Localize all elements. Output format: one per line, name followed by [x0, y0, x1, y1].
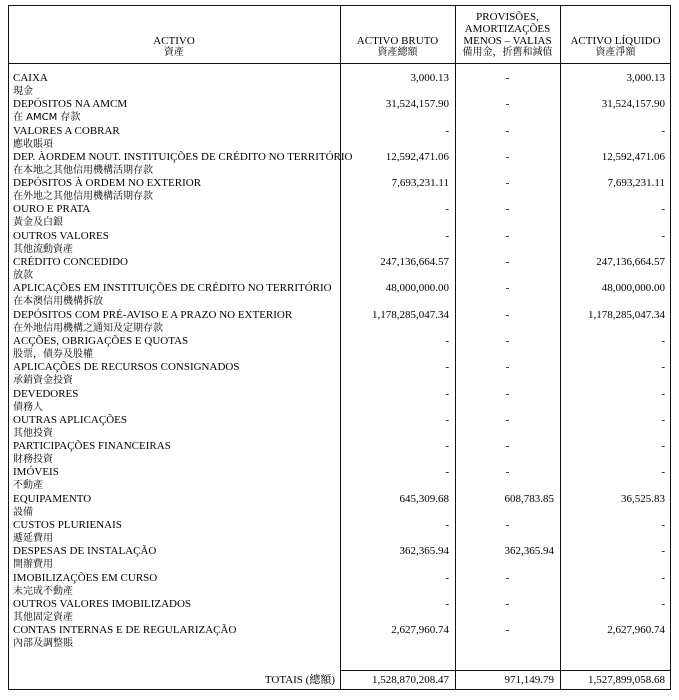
provisoes-value: -	[505, 203, 510, 216]
row-label: OUTROS VALORES IMOBILIZADOS	[13, 597, 192, 610]
row-label: DEP. ÀORDEM NOUT. INSTITUIÇÕES DE CRÉDITO NO TERRITÓRIO	[13, 150, 353, 163]
provisoes-value: -	[505, 519, 510, 532]
table-row	[8, 256, 671, 282]
provisoes-value: 362,365.94	[504, 545, 554, 558]
activo-bruto-value: -	[445, 229, 449, 242]
table-row	[8, 545, 671, 571]
table-row	[8, 598, 671, 624]
table-row	[8, 493, 671, 519]
activo-bruto-value: -	[445, 571, 449, 584]
header-activo	[8, 5, 340, 63]
row-label-cn: 股票，債券及股權	[13, 348, 93, 360]
row-label-cn: 應收賬項	[13, 138, 53, 150]
provisoes-value: -	[505, 413, 510, 426]
activo-bruto-value: -	[445, 203, 449, 216]
totals-divider	[340, 670, 671, 671]
activo-bruto-value: -	[445, 413, 449, 426]
activo-liquido-value: -	[661, 334, 665, 347]
provisoes-value: -	[505, 256, 510, 269]
activo-bruto-value: -	[445, 361, 449, 374]
table-row	[8, 414, 671, 440]
row-label-cn: 債務人	[13, 401, 43, 413]
table-row	[8, 572, 671, 598]
table-row	[8, 335, 671, 361]
row-label: DEPÓSITOS COM PRÉ-AVISO E A PRAZO NO EXTERIOR	[13, 308, 293, 321]
row-label-cn: 其他流動資產	[13, 243, 73, 255]
row-label: DEVEDORES	[13, 387, 79, 400]
activo-bruto-value: 362,365.94	[399, 545, 449, 558]
activo-bruto-value: -	[445, 519, 449, 532]
provisoes-value: -	[505, 361, 510, 374]
activo-liquido-value: 1,178,285,047.34	[588, 308, 665, 321]
provisoes-value: -	[505, 177, 510, 190]
row-label-cn: 黃金及白銀	[13, 217, 63, 229]
row-label: EQUIPAMENTO	[13, 492, 92, 505]
row-label: OUTROS VALORES	[13, 229, 109, 242]
activo-bruto-value: 247,136,664.57	[380, 256, 449, 269]
activo-bruto-value: 12,592,471.06	[385, 150, 449, 163]
header-label-cn: 資產淨額	[595, 47, 636, 58]
header-divider	[8, 63, 671, 64]
activo-liquido-value: -	[661, 519, 665, 532]
provisoes-value: -	[505, 308, 510, 321]
totals-bruto: 1,528,870,208.47	[372, 674, 449, 686]
activo-liquido-value: -	[661, 124, 665, 137]
provisoes-value: -	[505, 282, 510, 295]
provisoes-value: 608,783.85	[504, 492, 554, 505]
activo-bruto-value: -	[445, 466, 449, 479]
provisoes-value: -	[505, 440, 510, 453]
totals-provisoes: 971,149.79	[504, 674, 554, 686]
activo-bruto-value: 3,000.13	[410, 72, 449, 84]
totals-label: TOTAIS (總額)	[264, 674, 335, 686]
row-label: CAIXA	[13, 72, 48, 84]
activo-bruto-value: 645,309.68	[399, 492, 449, 505]
table-body	[8, 72, 671, 651]
provisoes-value: -	[505, 98, 510, 111]
row-label-cn: 設備	[13, 506, 33, 518]
activo-bruto-value: 31,524,157.90	[385, 98, 449, 111]
table-row	[8, 98, 671, 124]
provisoes-value: -	[505, 150, 510, 163]
row-label: CUSTOS PLURIENAIS	[13, 519, 122, 532]
header-activo-liquido	[560, 5, 671, 63]
row-label: CONTAS INTERNAS E DE REGULARIZAÇÃO	[13, 624, 237, 637]
header-label: MENOS – VALIAS	[463, 35, 552, 47]
activo-bruto-value: -	[445, 334, 449, 347]
row-label: VALORES A COBRAR	[13, 124, 120, 137]
activo-bruto-value: -	[445, 387, 449, 400]
provisoes-value: -	[505, 624, 510, 637]
row-label: DEPÓSITOS À ORDEM NO EXTERIOR	[13, 177, 202, 190]
row-label-cn: 在外地信用機構之通知及定期存款	[13, 322, 163, 334]
table-row	[8, 388, 671, 414]
activo-liquido-value: -	[661, 440, 665, 453]
activo-bruto-value: 7,693,231.11	[391, 177, 449, 190]
header-activo-bruto	[340, 5, 455, 63]
provisoes-value: -	[505, 597, 510, 610]
row-label-cn: 不動產	[13, 480, 43, 492]
table-row	[8, 519, 671, 545]
row-label-cn: 財務投資	[13, 454, 53, 466]
table-row	[8, 309, 671, 335]
activo-bruto-value: 2,627,960.74	[391, 624, 449, 637]
header-label-cn: 資產	[164, 47, 184, 58]
row-label: APLICAÇÕES EM INSTITUIÇÕES DE CRÉDITO NO TERRITÓRIO	[13, 282, 332, 295]
header-label-cn: 資產總額	[377, 47, 418, 58]
activo-liquido-value: 31,524,157.90	[601, 98, 665, 111]
row-label: IMÓVEIS	[13, 466, 59, 479]
header-label: ACTIVO	[153, 35, 195, 47]
activo-liquido-value: -	[661, 545, 665, 558]
activo-liquido-value: 7,693,231.11	[607, 177, 665, 190]
activo-liquido-value: 12,592,471.06	[601, 150, 665, 163]
activo-liquido-value: -	[661, 597, 665, 610]
activo-liquido-value: -	[661, 466, 665, 479]
activo-liquido-value: -	[661, 413, 665, 426]
provisoes-value: -	[505, 571, 510, 584]
provisoes-value: -	[505, 124, 510, 137]
table-row	[8, 440, 671, 466]
row-label-cn: 現金	[13, 86, 33, 97]
header-label: ACTIVO BRUTO	[356, 35, 439, 47]
header-label: ACTIVO LÍQUIDO	[570, 35, 661, 47]
table-row	[8, 125, 671, 151]
row-label: APLICAÇÕES DE RECURSOS CONSIGNADOS	[13, 361, 240, 374]
row-label: OUTRAS APLICAÇÕES	[13, 413, 127, 426]
activo-bruto-value: 48,000,000.00	[385, 282, 449, 295]
table-row	[8, 151, 671, 177]
activo-liquido-value: 36,525.83	[621, 492, 665, 505]
table-row	[8, 624, 671, 650]
activo-bruto-value: -	[445, 597, 449, 610]
table-row	[8, 361, 671, 387]
header-label: PROVISÕES,	[476, 11, 539, 23]
provisoes-value: -	[505, 229, 510, 242]
activo-liquido-value: -	[661, 361, 665, 374]
activo-liquido-value: 48,000,000.00	[601, 282, 665, 295]
row-label-cn: 其他固定資產	[13, 611, 73, 623]
row-label-cn: 遞延費用	[13, 533, 53, 545]
activo-bruto-value: -	[445, 440, 449, 453]
row-label-cn: 承銷資金投資	[13, 375, 73, 387]
activo-liquido-value: -	[661, 571, 665, 584]
row-label: ACÇÕES, OBRIGAÇÕES E QUOTAS	[13, 334, 189, 347]
row-label: DESPESAS DE INSTALAÇÃO	[13, 545, 157, 558]
row-label-cn: 在本澳信用機構拆放	[13, 296, 103, 308]
provisoes-value: -	[505, 72, 510, 84]
activo-liquido-value: -	[661, 387, 665, 400]
row-label: OURO E PRATA	[13, 203, 91, 216]
activo-liquido-value: 2,627,960.74	[607, 624, 665, 637]
activo-liquido-value: 3,000.13	[626, 72, 665, 84]
table-row	[8, 282, 671, 308]
row-label: CRÉDITO CONCEDIDO	[13, 256, 128, 269]
header-provisoes	[455, 5, 560, 63]
table-row	[8, 177, 671, 203]
row-label: DEPÓSITOS NA AMCM	[13, 98, 128, 111]
activo-liquido-value: -	[661, 229, 665, 242]
row-label-cn: 開辦費用	[13, 559, 53, 571]
header-label: AMORTIZAÇÕES	[464, 23, 551, 35]
row-label-cn: 在外地之其他信用機構活期存款	[13, 191, 153, 203]
activo-bruto-value: 1,178,285,047.34	[372, 308, 449, 321]
provisoes-value: -	[505, 387, 510, 400]
activo-liquido-value: -	[661, 203, 665, 216]
row-label: IMOBILIZAÇÕES EM CURSO	[13, 571, 158, 584]
activo-liquido-value: 247,136,664.57	[596, 256, 665, 269]
activo-bruto-value: -	[445, 124, 449, 137]
table-row	[8, 72, 671, 98]
provisoes-value: -	[505, 466, 510, 479]
row-label: PARTICIPAÇÕES FINANCEIRAS	[13, 440, 171, 453]
header-label-cn: 備用金，折舊和減值	[462, 47, 553, 58]
row-label-cn: 其他投資	[13, 427, 53, 439]
table-row	[8, 466, 671, 492]
row-label-cn: 內部及調整賬	[13, 638, 73, 650]
row-label-cn: 在本地之其他信用機構活期存款	[13, 164, 153, 176]
row-label-cn: 在 AMCM 存款	[13, 112, 81, 124]
provisoes-value: -	[505, 334, 510, 347]
table-row	[8, 230, 671, 256]
row-label-cn: 放款	[13, 270, 33, 282]
totals-liquido: 1,527,899,058.68	[588, 674, 665, 686]
row-label-cn: 未完成不動產	[13, 585, 73, 597]
table-row	[8, 203, 671, 229]
